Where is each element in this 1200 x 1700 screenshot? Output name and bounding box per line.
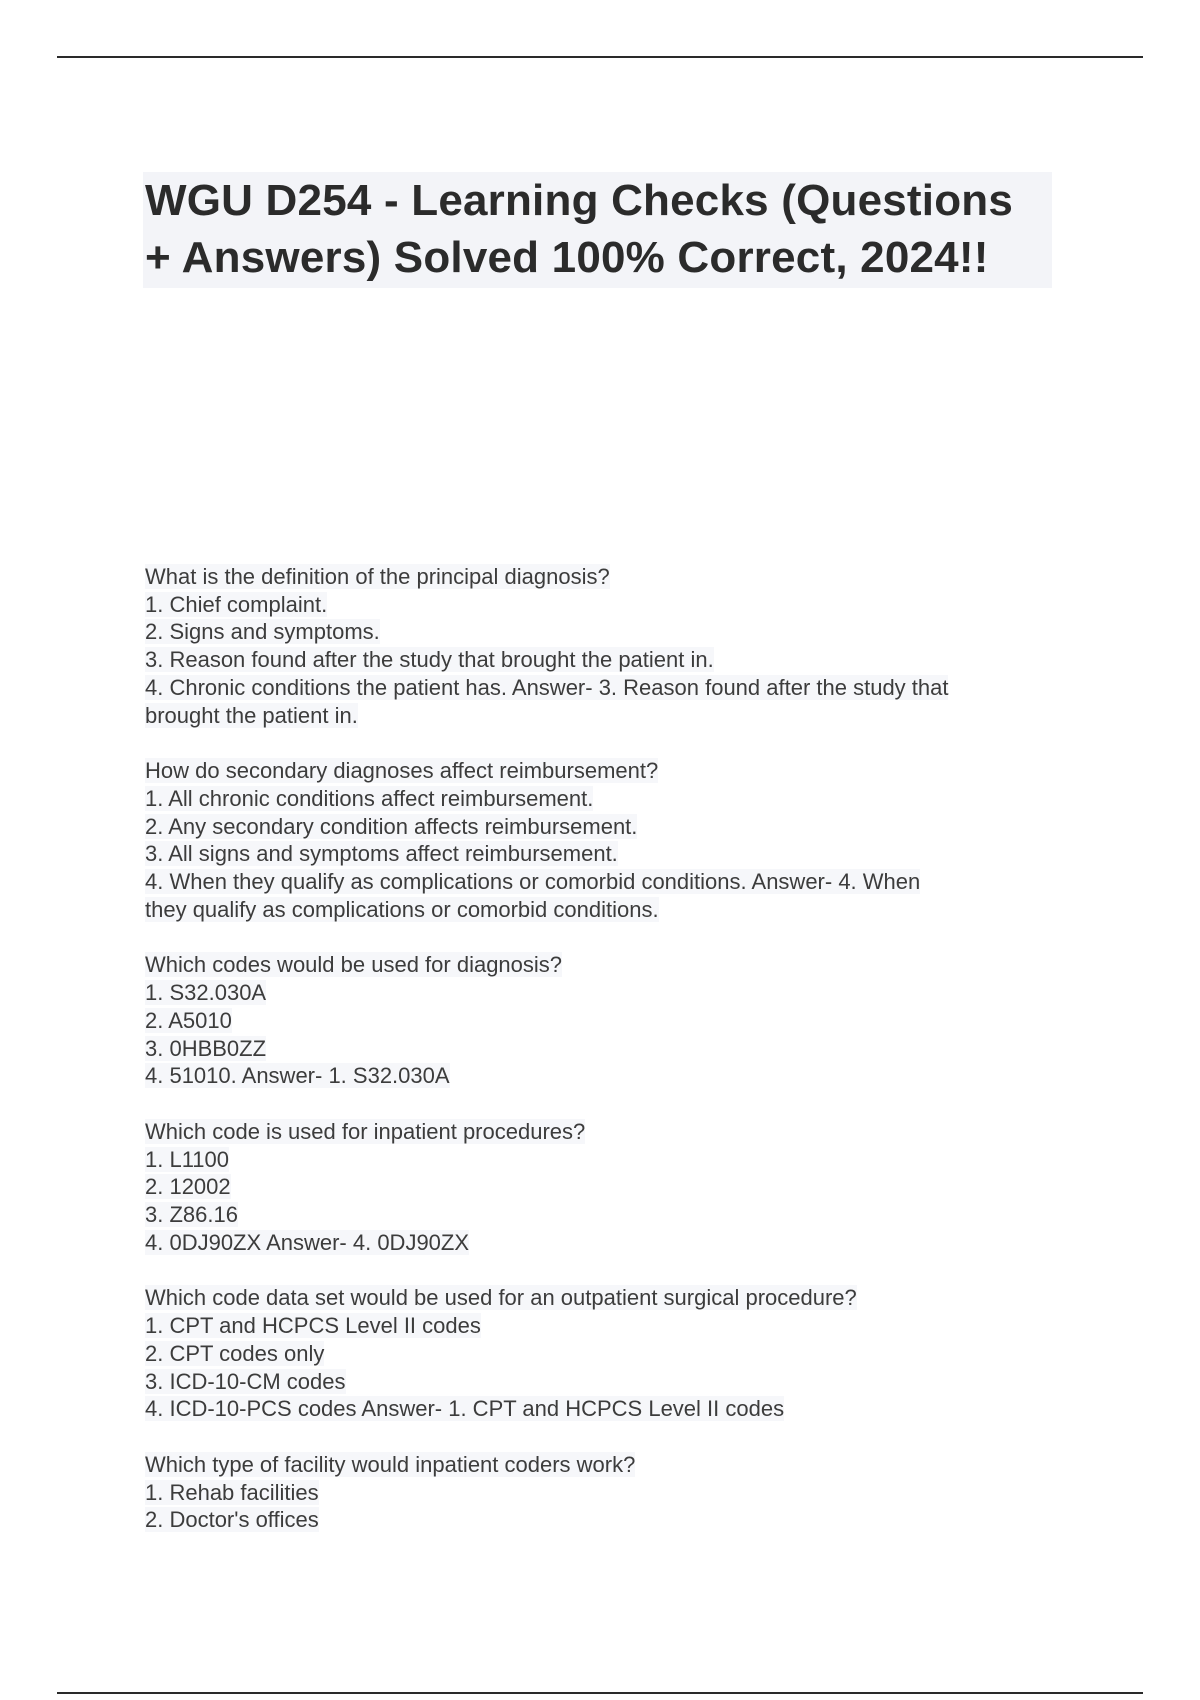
question-text: Which code data set would be used for an outpatient surgical procedure? <box>145 1285 857 1311</box>
question-text: What is the definition of the principal diagnosis? <box>145 564 610 589</box>
question-text: Which code is used for inpatient procedures? <box>145 1118 586 1144</box>
answer-option: 2. A5010 <box>145 1007 232 1033</box>
answer-option-with-answer: 4. ICD-10-PCS codes Answer- 1. CPT and HCPCS Level II codes <box>145 1396 785 1422</box>
answer-option: 3. Reason found after the study that brought the patient in. <box>145 647 714 673</box>
question-block <box>145 757 1045 923</box>
question-text: Which codes would be used for diagnosis? <box>145 952 563 978</box>
question-block <box>145 1451 1045 1534</box>
answer-option: 3. 0HBB0ZZ <box>145 1035 267 1061</box>
answer-option: 2. CPT codes only <box>145 1340 325 1366</box>
answer-option: 2. Doctor's offices <box>145 1507 319 1533</box>
answer-option: 2. Signs and symptoms. <box>145 619 380 645</box>
answer-option: 3. Z86.16 <box>145 1202 238 1228</box>
question-text: How do secondary diagnoses affect reimbursement? <box>145 758 659 784</box>
answer-option: 2. 12002 <box>145 1174 231 1200</box>
question-list <box>145 563 1045 1562</box>
title-block <box>143 172 1052 288</box>
question-text: Which type of facility would inpatient coders work? <box>145 1451 636 1477</box>
answer-option: 2. Any secondary condition affects reimbursement. <box>145 813 638 839</box>
answer-option: 3. All signs and symptoms affect reimbursement. <box>145 841 618 867</box>
answer-option: 1. CPT and HCPCS Level II codes <box>145 1313 481 1339</box>
question-block <box>145 951 1045 1090</box>
answer-option-with-answer: 4. When they qualify as complications or comorbid conditions. Answer- 4. When <box>145 869 921 895</box>
answer-option-with-answer: 4. 0DJ90ZX Answer- 4. 0DJ90ZX <box>145 1229 470 1255</box>
answer-option: 1. Rehab facilities <box>145 1479 319 1505</box>
document-title: WGU D254 - Learning Checks (Questions + Answers) Solved 100% Correct, 2024!! <box>145 176 1014 282</box>
question-block <box>145 1118 1045 1257</box>
answer-option-with-answer: 4. Chronic conditions the patient has. Answer- 3. Reason found after the study that <box>145 674 949 700</box>
answer-option: 3. ICD-10-CM codes <box>145 1368 346 1394</box>
question-block <box>145 1284 1045 1423</box>
header-rule <box>57 56 1143 58</box>
answer-option: 1. All chronic conditions affect reimbursement. <box>145 785 594 811</box>
answer-option: 1. Chief complaint. <box>145 591 328 617</box>
question-block <box>145 563 1045 729</box>
answer-continuation: they qualify as complications or comorbid conditions. <box>145 896 659 922</box>
answer-option-with-answer: 4. 51010. Answer- 1. S32.030A <box>145 1063 450 1089</box>
footer-rule <box>57 1692 1143 1694</box>
answer-option: 1. S32.030A <box>145 980 267 1006</box>
answer-continuation: brought the patient in. <box>145 702 358 728</box>
answer-option: 1. L1100 <box>145 1146 230 1172</box>
